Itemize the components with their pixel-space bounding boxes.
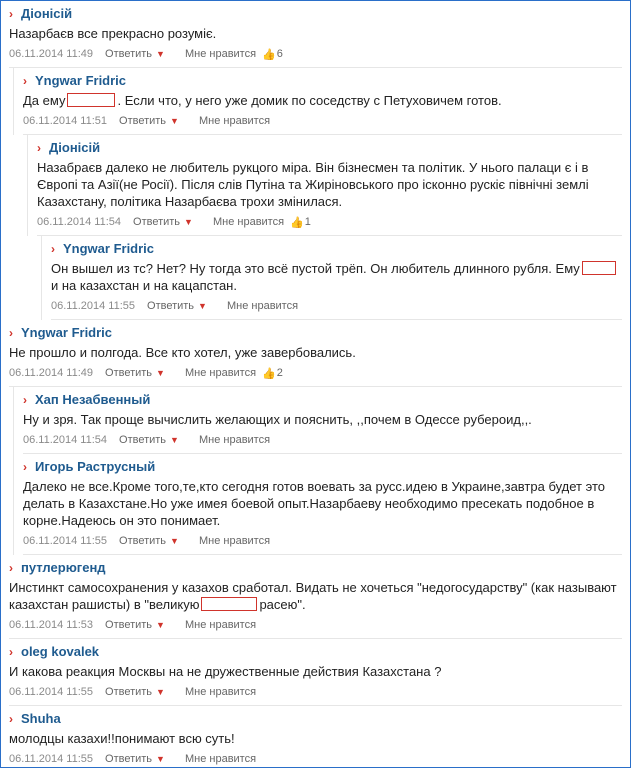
reply-button[interactable]: Ответить — [133, 216, 181, 228]
reply-button[interactable]: Ответить — [105, 48, 153, 60]
thumbs-up-icon: 👍 — [290, 216, 304, 229]
thumbs-up-icon: 👍 — [262, 48, 276, 61]
caret-down-icon[interactable]: ▼ — [170, 435, 179, 445]
like-button[interactable]: Мне нравится — [184, 619, 257, 631]
reply-button[interactable]: Ответить — [119, 535, 167, 547]
comment — [1, 706, 630, 768]
comment-author[interactable]: путлерюгенд — [21, 560, 106, 575]
comment-author[interactable]: Игорь Раструсный — [35, 459, 156, 474]
like-button[interactable]: Мне нравится — [226, 300, 299, 312]
arrow-icon: › — [9, 561, 13, 575]
arrow-icon: › — [23, 393, 27, 407]
comment-author[interactable]: Хап Незабвенный — [35, 392, 151, 407]
like-count: 2 — [276, 367, 283, 379]
like-button[interactable]: Мне нравится — [212, 216, 285, 228]
comment-date: 06.11.2014 11:55 — [9, 753, 94, 765]
comment-text — [51, 260, 622, 294]
comment-text — [23, 92, 622, 109]
redaction-box — [582, 261, 616, 275]
comment-date: 06.11.2014 11:49 — [9, 367, 94, 379]
comment-date: 06.11.2014 11:53 — [9, 619, 94, 631]
comment-date: 06.11.2014 11:55 — [23, 535, 108, 547]
reply-button[interactable]: Ответить — [105, 753, 153, 765]
comment-author[interactable]: Yngwar Fridric — [63, 241, 155, 256]
like-button[interactable]: Мне нравится — [184, 753, 257, 765]
like-count: 6 — [276, 48, 283, 60]
like-button[interactable]: Мне нравится — [198, 434, 271, 446]
arrow-icon: › — [9, 645, 13, 659]
comment-text: Ну и зря. Так проще вычислить желающих и пояснить, ,,почем в Одессе рубероид,,. — [23, 412, 532, 427]
redaction-box — [201, 597, 257, 611]
comment — [1, 1, 630, 68]
comment — [1, 555, 630, 639]
comment — [1, 320, 630, 387]
comment — [1, 454, 630, 555]
arrow-icon: › — [37, 141, 41, 155]
comment-date: 06.11.2014 11:55 — [51, 300, 136, 312]
comment-author[interactable]: Shuha — [21, 711, 61, 726]
caret-down-icon[interactable]: ▼ — [198, 301, 207, 311]
caret-down-icon[interactable]: ▼ — [170, 536, 179, 546]
arrow-icon: › — [9, 326, 13, 340]
like-button[interactable]: Мне нравится — [184, 48, 257, 60]
comment-date: 06.11.2014 11:54 — [23, 434, 108, 446]
comment-text: Не прошло и полгода. Все кто хотел, уже завербовались. — [9, 345, 356, 360]
comment-text: молодцы казахи!!понимают всю суть! — [9, 731, 235, 746]
arrow-icon: › — [23, 460, 27, 474]
arrow-icon: › — [9, 7, 13, 21]
comment-text: Назарбаєв все прекрасно розуміє. — [9, 26, 217, 41]
arrow-icon: › — [9, 712, 13, 726]
comment — [1, 135, 630, 236]
comment-text-part: Да ему — [23, 93, 66, 108]
caret-down-icon[interactable]: ▼ — [156, 368, 165, 378]
comment-author[interactable]: Yngwar Fridric — [21, 325, 113, 340]
reply-button[interactable]: Ответить — [119, 434, 167, 446]
comment-text: Назабраєв далеко не любитель рукцого міра. Він бізнесмен та політик. У нього палаци є і в Європі та Азії(не Росії). Після слів Путіна та Жиріновського про ісконно рускіє північні землі Казахстану, політика Назарбаєва трохи змінилася. — [37, 160, 589, 209]
caret-down-icon[interactable]: ▼ — [156, 687, 165, 697]
comment-text: И какова реакция Москвы на не дружественные действия Казахстана ? — [9, 664, 442, 679]
like-count: 1 — [304, 216, 311, 228]
caret-down-icon[interactable]: ▼ — [156, 620, 165, 630]
comment-text: Далеко не все.Кроме того,те,кто сегодня готов воевать за русс.идею в Украине,завтра будет это делать в Казахстане.Но уже имея боевой опыт.Назарбаеву необходимо пресекать подобное в корне.Надеюсь он это понимает. — [23, 479, 606, 528]
comment-author[interactable]: Діонісій — [49, 140, 101, 155]
like-button[interactable]: Мне нравится — [198, 115, 271, 127]
like-button[interactable]: Мне нравится — [198, 535, 271, 547]
comment — [1, 68, 630, 135]
comment-text-part: Он вышел из тс? Нет? Ну тогда это всё пустой трёп. Он любитель длинного рубля. Ему — [51, 261, 580, 276]
caret-down-icon[interactable]: ▼ — [156, 49, 165, 59]
redaction-box — [67, 93, 115, 107]
comment-text-part: расею". — [259, 597, 306, 612]
comment-author[interactable]: Діонісій — [21, 6, 73, 21]
comment-author[interactable]: oleg kovalek — [21, 644, 100, 659]
comment — [1, 236, 630, 320]
comment-date: 06.11.2014 11:55 — [9, 686, 94, 698]
caret-down-icon[interactable]: ▼ — [184, 217, 193, 227]
comment-text-part: и на казахстан и на кацапстан. — [51, 278, 237, 293]
comment — [1, 387, 630, 454]
comment-text-part: . Если что, у него уже домик по соседству с Петуховичем готов. — [117, 93, 502, 108]
reply-button[interactable]: Ответить — [147, 300, 195, 312]
reply-button[interactable]: Ответить — [105, 619, 153, 631]
comment-date: 06.11.2014 11:51 — [23, 115, 108, 127]
comment-date: 06.11.2014 11:49 — [9, 48, 94, 60]
reply-button[interactable]: Ответить — [105, 686, 153, 698]
comment — [1, 639, 630, 706]
like-button[interactable]: Мне нравится — [184, 367, 257, 379]
arrow-icon: › — [23, 74, 27, 88]
thumbs-up-icon: 👍 — [262, 367, 276, 380]
comment-text — [9, 579, 622, 613]
caret-down-icon[interactable]: ▼ — [156, 754, 165, 764]
arrow-icon: › — [51, 242, 55, 256]
caret-down-icon[interactable]: ▼ — [170, 116, 179, 126]
comment-date: 06.11.2014 11:54 — [37, 216, 122, 228]
reply-button[interactable]: Ответить — [119, 115, 167, 127]
comment-author[interactable]: Yngwar Fridric — [35, 73, 127, 88]
like-button[interactable]: Мне нравится — [184, 686, 257, 698]
comment-text-part: Инстинкт самосохранения у казахов сработал. Видать не хочеться "недогосударству" (как называют казахстан рашисты) в "великую — [9, 580, 617, 612]
reply-button[interactable]: Ответить — [105, 367, 153, 379]
